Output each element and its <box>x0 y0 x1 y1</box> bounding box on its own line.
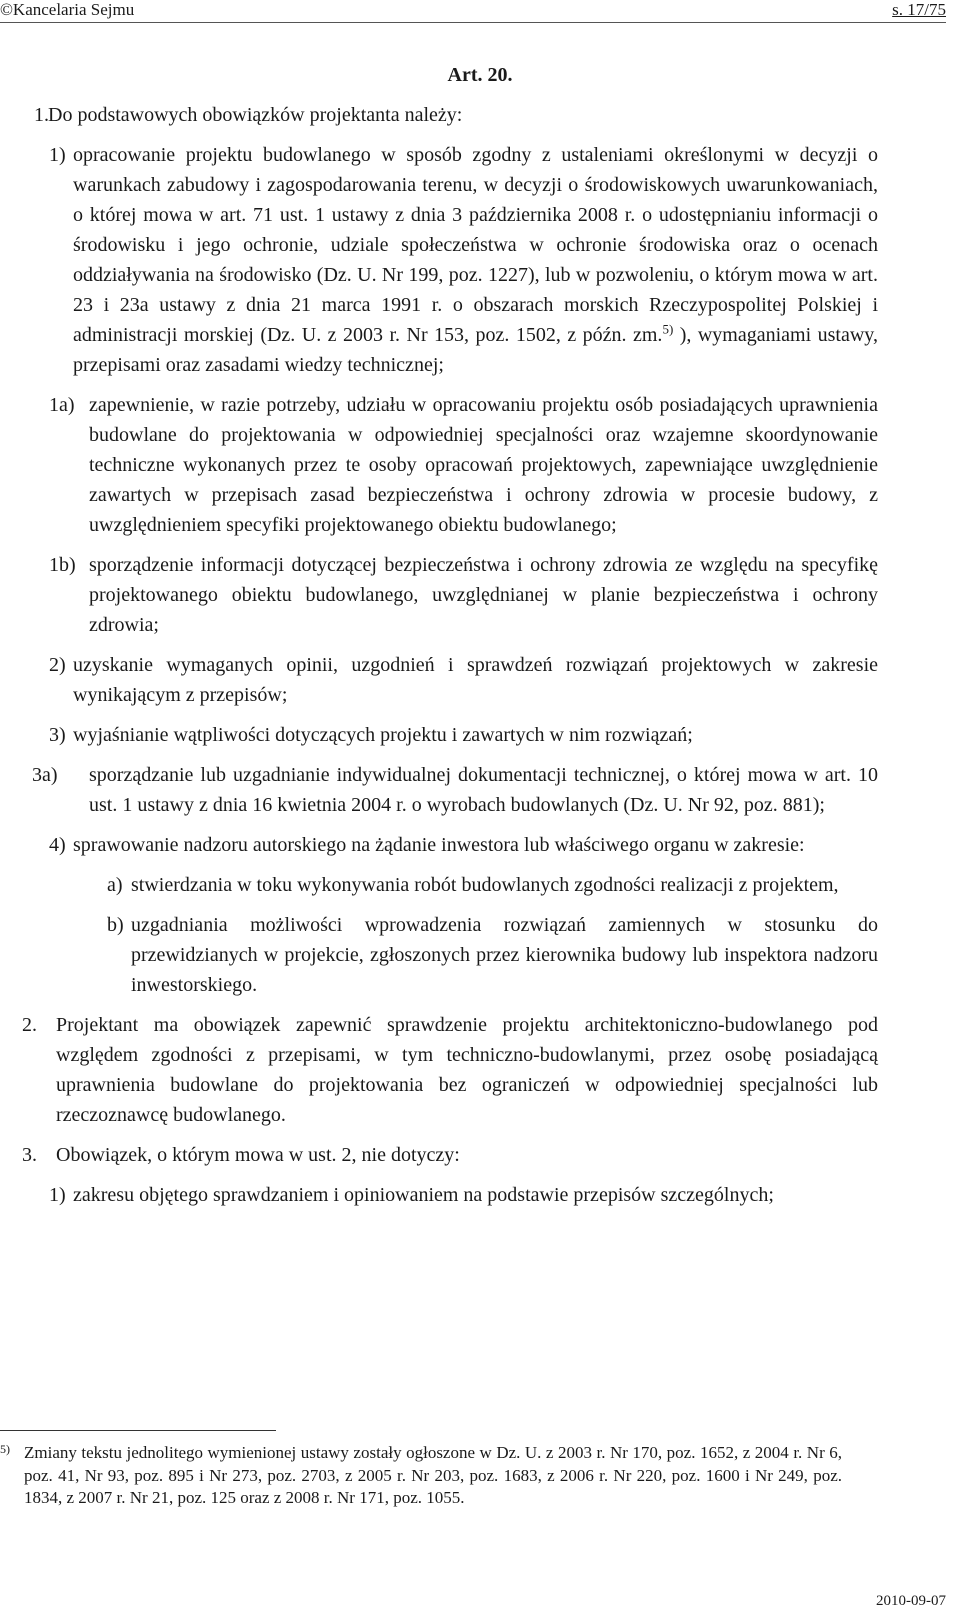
list-item <box>14 650 878 710</box>
letter-label: b) <box>107 914 124 936</box>
list-item <box>14 760 878 820</box>
item-number: 2) <box>49 654 66 676</box>
item-number: 1a) <box>49 394 75 416</box>
footnote-mark: 5) <box>0 1442 10 1456</box>
item-text: zakresu objętego sprawdzaniem i opiniowaniem na podstawie przepisów szczególnych; <box>73 1184 774 1206</box>
footnote <box>0 1442 842 1510</box>
item-text <box>73 140 878 380</box>
footnote-divider <box>0 1430 276 1431</box>
paragraph-number: 3. <box>22 1144 37 1166</box>
page-header <box>0 0 960 22</box>
header-page-number[interactable]: s. 17/75 <box>892 0 946 19</box>
item-text: sprawowanie nadzoru autorskiego na żądanie inwestora lub właściwego organu w zakresie: <box>73 834 805 856</box>
paragraph-number: 1. <box>34 104 49 126</box>
paragraph-2 <box>14 1010 878 1130</box>
paragraph-text: Do podstawowych obowiązków projektanta należy: <box>48 104 463 126</box>
item-number: 3a) <box>32 764 58 786</box>
article-title: Art. 20. <box>447 64 513 86</box>
letter-text: stwierdzania w toku wykonywania robót budowlanych zgodności realizacji z projektem, <box>131 874 839 896</box>
paragraph-number: 2. <box>22 1014 37 1036</box>
item-text: wyjaśnianie wątpliwości dotyczących projektu i zawartych w nim rozwiązań; <box>73 724 693 746</box>
header-divider <box>0 22 946 23</box>
item-text: sporządzanie lub uzgadnianie indywidualnej dokumentacji technicznej, o której mowa w art. 10 ust. 1 ustawy z dnia 16 kwietnia 2004 r. o wyrobach budowlanych (Dz. U. Nr 92, poz. 881); <box>89 764 878 816</box>
list-item <box>14 390 878 540</box>
header-source: ©Kancelaria Sejmu <box>0 0 135 19</box>
paragraph-text: Projektant ma obowiązek zapewnić sprawdzenie projektu architektoniczno-budowlanego pod względem zgodności z przepisami, w tym techniczno-budowlanymi, przez osobę posiadającą uprawnienia budowlane do projektowania bez ograniczeń w odpowiedniej specjalności lub rzeczoznawcę budowlanego. <box>56 1014 878 1126</box>
article-body <box>14 100 878 1220</box>
footnote-ref[interactable]: 5) <box>662 321 674 337</box>
paragraph-3 <box>14 1140 878 1170</box>
letter-item <box>14 870 878 900</box>
item-number: 1) <box>49 1184 66 1206</box>
footnote-text: Zmiany tekstu jednolitego wymienionej ustawy zostały ogłoszone w Dz. U. z 2003 r. Nr 170, poz. 1652, z 2004 r. Nr 6, poz. 41, Nr 93, poz. 895 i Nr 273, poz. 2703, z 2005 r. Nr 203, poz. 1683, z 2006 r. Nr 220, poz. 1600 i Nr 249, poz. 1834, z 2007 r. Nr 21, poz. 125 oraz z 2008 r. Nr 171, poz. 1055. <box>24 1443 842 1507</box>
list-item <box>14 550 878 640</box>
item-number: 4) <box>49 834 66 856</box>
list-item <box>14 720 878 750</box>
item-number: 3) <box>49 724 66 746</box>
paragraph-text: Obowiązek, o którym mowa w ust. 2, nie dotyczy: <box>56 1144 460 1166</box>
item-text: sporządzenie informacji dotyczącej bezpieczeństwa i ochrony zdrowia ze względu na specyfikę projektowanego obiektu budowlanego, uwzględnianej w planie bezpieczeństwa i ochrony zdrowia; <box>89 554 878 636</box>
letter-text: uzgadniania możliwości wprowadzenia rozwiązań zamiennych w stosunku do przewidzianych w projekcie, zgłoszonych przez kierownika budowy lub inspektora nadzoru inwestorskiego. <box>131 914 878 996</box>
item-text-tail: ), wymaganiami ustawy, przepisami oraz zasadami wiedzy technicznej; <box>73 324 878 376</box>
document-date: 2010-09-07 <box>876 1593 946 1609</box>
list-item <box>14 830 878 860</box>
item-number: 1) <box>49 144 66 166</box>
letter-label: a) <box>107 874 123 896</box>
letter-item <box>14 910 878 1000</box>
item-text: uzyskanie wymaganych opinii, uzgodnień i sprawdzeń rozwiązań projektowych w zakresie wynikającym z przepisów; <box>73 654 878 706</box>
list-item <box>14 140 878 380</box>
item-text: zapewnienie, w razie potrzeby, udziału w opracowaniu projektu osób posiadających uprawnienia budowlane do projektowania w odpowiedniej specjalności oraz wzajemne skoordynowanie techniczne wykonanych przez te osoby opracowań projektowych, zapewniające uwzględnienie zawartych w przepisach zasad bezpieczeństwa i ochrony zdrowia w procesie budowy, z uwzględnieniem specyfiki projektowanego obiektu budowlanego; <box>89 394 878 536</box>
list-item <box>14 1180 878 1210</box>
paragraph-1 <box>14 100 878 130</box>
item-number: 1b) <box>49 554 76 576</box>
item-text-main: opracowanie projektu budowlanego w sposób zgodny z ustaleniami określonymi w decyzji o warunkach zabudowy i zagospodarowania terenu, w decyzji o środowiskowych uwarunkowaniach, o której mowa w art. 71 ust. 1 ustawy z dnia 3 października 2008 r. o udostępnianiu informacji o środowisku i jego ochronie, udziale społeczeństwa w ochronie środowiska oraz o ocenach oddziaływania na środowisko (Dz. U. Nr 199, poz. 1227), lub w pozwoleniu, o którym mowa w art. 23 i 23a ustawy z dnia 21 marca 1991 r. o obszarach morskich Rzeczypospolitej Polskiej i administracji morskiej (Dz. U. z 2003 r. Nr 153, poz. 1502, z późn. zm. <box>73 144 878 346</box>
